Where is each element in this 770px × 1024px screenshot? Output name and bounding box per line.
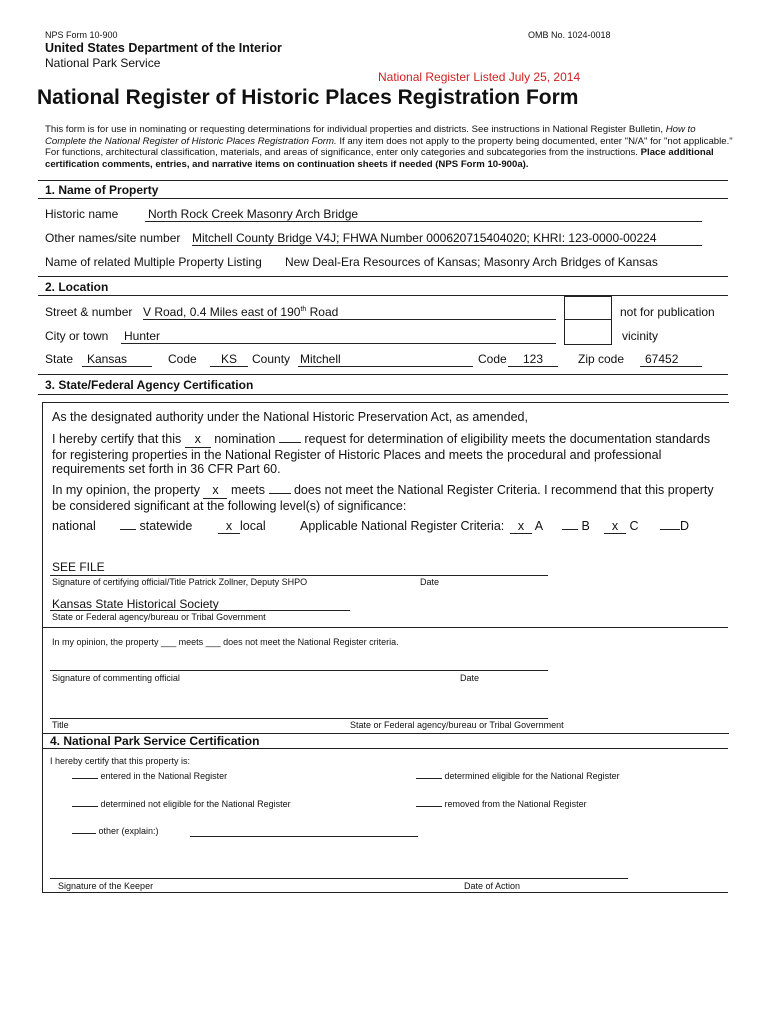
city-value: Hunter [124,329,161,343]
criteria-label: Applicable National Register Criteria: [300,519,505,533]
opinion-text-2: meets [230,483,266,497]
street-label: Street & number [45,305,133,319]
certify-text-5: requirements set forth in 36 CFR Part 60. [52,462,281,476]
certify-paragraph [52,432,732,477]
county-code-field[interactable] [508,352,558,367]
level-local-group [218,519,266,534]
authority-text: As the designated authority under the National Historic Preservation Act, as amended, [52,410,528,424]
local-check[interactable]: x [218,519,240,534]
state-code-field[interactable] [210,352,248,367]
county-field[interactable] [298,352,473,367]
entered-label: entered in the National Register [100,771,228,781]
opinion-text-4: be considered significant at the following level(s) of significance: [52,498,407,513]
section4-heading-rule [42,748,728,749]
removed-option [416,799,587,809]
vicinity-checkbox[interactable] [564,318,612,345]
historic-name-label: Historic name [45,207,119,221]
street-field[interactable] [143,305,556,320]
title-label: Title [52,720,69,730]
street-value: V Road, 0.4 Miles east of 190th Road [143,305,339,319]
department-name: United States Department of the Interior [45,41,282,55]
section1-top-rule [38,180,728,181]
commenting-divider [42,627,728,628]
commenting-opinion-text: In my opinion, the property ___ meets ___ does not meet the National Register criteria. [52,637,399,647]
removed-label: removed from the National Register [444,799,587,809]
other-names-field[interactable] [192,231,702,246]
historic-name-value: North Rock Creek Masonry Arch Bridge [148,207,359,221]
commenting-signature-label: Signature of commenting official [52,673,180,683]
section3-heading: 3. State/Federal Agency Certification [45,378,254,392]
section4-bottom-rule [42,892,728,893]
criteria-d-group [660,519,689,533]
entered-option [72,771,227,781]
form-number: NPS Form 10-900 [45,30,118,40]
level-local-label: local [240,519,266,533]
intro-paragraph [45,124,735,170]
determined-not-eligible-label: determined not eligible for the National Register [100,799,291,809]
criteria-b-label: B [581,519,590,533]
zip-value: 67452 [645,352,679,366]
certify-text-3: request for determination of eligibility meets the documentation standards [304,432,711,446]
meets-check[interactable]: x [203,483,227,499]
keeper-signature-line[interactable] [50,878,628,879]
statewide-check[interactable] [120,529,136,530]
intro-text-2: If any item does not apply to the property being documented, enter "N/A" for "not applicable." For functions, architectural classification, materials, and areas of significance, enter only categories and subcategories from the instructions. [45,135,733,159]
commenting-date-label: Date [460,673,480,683]
date-of-action-label: Date of Action [464,881,521,891]
level-statewide-group [120,519,192,533]
determined-eligible-check[interactable] [416,778,442,779]
signature-date-label: Date [420,577,440,587]
section2-heading-rule [38,295,728,296]
state-value: Kansas [87,352,128,366]
other-explain-line[interactable] [190,836,418,837]
criteria-d-check[interactable] [660,529,680,530]
state-label: State [45,352,74,366]
intro-bulletin-title: How to Complete the National Register of Historic Places Registration Form. [45,124,696,147]
level-statewide-label: statewide [139,519,193,533]
page-title: National Register of Historic Places Registration Form [37,86,579,109]
agency-value: Kansas State Historical Society [52,597,219,611]
title-agency-label: State or Federal agency/bureau or Tribal Government [350,720,564,730]
agency-name: National Park Service [45,56,161,70]
state-code-label: Code [168,352,197,366]
other-check[interactable] [72,833,96,834]
certify-text-2: nomination [214,432,276,446]
vicinity-label: vicinity [622,329,659,343]
other-names-label: Other names/site number [45,231,181,245]
certify-text-4: for registering properties in the National Register of Historic Places and meets the procedural and professional [52,447,662,462]
removed-check[interactable] [416,806,442,807]
mpl-label: Name of related Multiple Property Listing [45,255,262,269]
section2-heading: 2. Location [45,280,109,294]
agency-line[interactable] [50,610,350,611]
criteria-c-label: C [629,519,639,533]
listed-stamp: National Register Listed July 25, 2014 [378,70,581,84]
section1-heading: 1. Name of Property [45,183,159,197]
level-national-label: national [52,519,96,533]
omb-number: OMB No. 1024-0018 [528,30,611,40]
state-field[interactable] [82,352,152,367]
criteria-d-label: D [680,519,690,533]
intro-text-1: This form is for use in nominating or requesting determinations for individual properties and districts. See instructions in National Register Bulletin, [45,124,666,135]
city-field[interactable] [121,329,556,344]
county-code-value: 123 [522,352,544,366]
commenting-signature-line[interactable] [50,670,548,671]
section4-left-border [42,732,43,892]
historic-name-field[interactable] [145,207,702,222]
see-file-text: SEE FILE [52,560,105,574]
other-label: other (explain:) [98,826,159,836]
mpl-value: New Deal-Era Resources of Kansas; Masonry Arch Bridges of Kansas [285,255,658,269]
other-names-value: Mitchell County Bridge V4J; FHWA Number 000620715404020; KHRI: 123-0000-00224 [192,231,657,245]
determined-eligible-label: determined eligible for the National Register [444,771,620,781]
criteria-b-group [562,519,590,533]
signature-label: Signature of certifying official/Title Patrick Zollner, Deputy SHPO [52,577,308,587]
opinion-text-3: does not meet the National Register Criteria. I recommend that this property [293,483,714,497]
not-for-publication-label: not for publication [620,305,715,319]
criteria-a-label: A [534,519,544,533]
title-line[interactable] [50,718,548,719]
agency-label: State or Federal agency/bureau or Tribal Government [52,612,266,622]
entered-check[interactable] [72,778,98,779]
section1-heading-rule [38,198,728,199]
state-code-value: KS [220,352,237,366]
opinion-paragraph [52,483,732,513]
section3-heading-rule [38,394,728,395]
other-option [72,826,159,836]
criteria-a-check[interactable]: x [510,519,532,534]
county-label: County [252,352,291,366]
county-code-label: Code [478,352,507,366]
nomination-check[interactable]: x [185,432,211,448]
criteria-b-check[interactable] [562,529,578,530]
county-value: Mitchell [300,352,341,366]
mpl-field[interactable] [285,255,658,269]
intro-bold-note: Place additional certification comments, entries, and narrative items on continuation sheets if needed (NPS Form 10-900a). [45,147,714,170]
keeper-signature-label: Signature of the Keeper [58,881,154,891]
criteria-c-check[interactable]: x [604,519,626,534]
request-check[interactable] [279,442,301,443]
certify-text-1: I hereby certify that this [52,432,182,446]
city-label: City or town [45,329,109,343]
nps-certify-text: I hereby certify that this property is: [50,756,191,766]
zip-label: Zip code [578,352,625,366]
determined-not-eligible-option [72,799,291,809]
signature-line[interactable] [50,575,548,576]
zip-field[interactable] [640,352,702,367]
section2-top-rule [38,276,728,277]
section3-top-rule [38,374,728,375]
opinion-text-1: In my opinion, the property [52,483,200,497]
determined-not-eligible-check[interactable] [72,806,98,807]
determined-eligible-option [416,771,620,781]
criteria-a-group [510,519,543,534]
criteria-c-group [604,519,639,534]
not-for-publication-checkbox[interactable] [564,296,612,320]
does-not-meet-check[interactable] [269,493,291,494]
section4-heading: 4. National Park Service Certification [50,734,260,748]
